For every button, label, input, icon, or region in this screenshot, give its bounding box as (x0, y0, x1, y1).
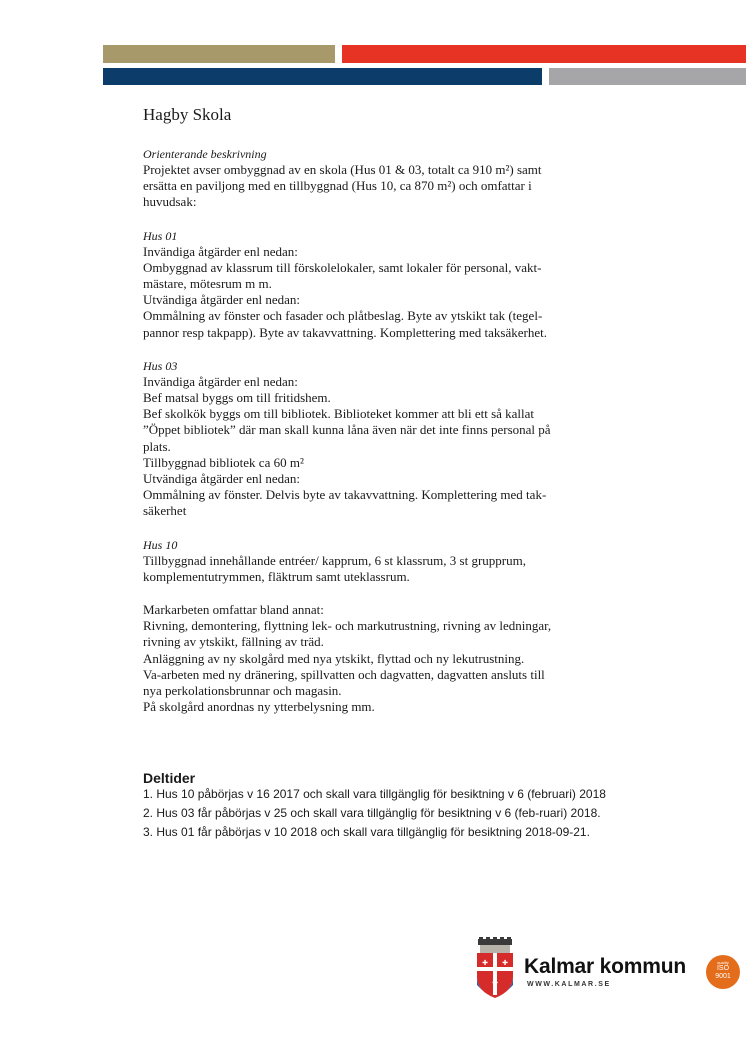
mark-line: rivning av ytskikt, fällning av träd. (143, 634, 324, 650)
deltider-item: 1. Hus 10 påbörjas v 16 2017 och skall vara tillgänglig för besiktning v 6 (februari) 2018 (143, 787, 606, 801)
intro-line: ersätta en paviljong med en tillbyggnad (Hus 10, ca 870 m²) och omfattar i (143, 178, 532, 194)
header-bar-grey (549, 68, 746, 85)
mark-line: Rivning, demontering, flyttning lek- och markutrustning, rivning av ledningar, (143, 618, 552, 634)
iso-9001-badge (706, 955, 740, 989)
deltider-item: 2. Hus 03 får påbörjas v 25 och skall vara tillgänglig för besiktning v 6 (feb-ruari) 2018. (143, 806, 601, 820)
deltider-heading: Deltider (143, 770, 196, 786)
hus03-line: Bef skolkök byggs om till bibliotek. Biblioteket kommer att bli ett så kallat (143, 406, 535, 422)
hus01-line: pannor resp takpapp). Byte av takavvattning. Komplettering med taksäkerhet. (143, 324, 547, 340)
document-body (143, 104, 613, 715)
header-bar-navy (103, 68, 542, 85)
hus01-heading: Hus 01 (143, 228, 178, 243)
deltider-section (143, 770, 613, 844)
kalmar-crest-icon (474, 937, 516, 999)
hus03-line: Invändiga åtgärder enl nedan: (143, 373, 298, 389)
page-title: Hagby Skola (143, 105, 232, 124)
mark-line: Va-arbeten med ny dränering, spillvatten och dagvatten, dagvatten ansluts till (143, 666, 545, 682)
orient-heading: Orienterande beskrivning (143, 147, 267, 161)
iso-label: ISO (716, 965, 730, 972)
hus03-line: Utvändiga åtgärder enl nedan: (143, 471, 301, 487)
hus03-line: Ommålning av fönster. Delvis byte av takavvattning. Komplettering med tak- (143, 487, 547, 503)
mark-line: Markarbeten omfattar bland annat: (143, 602, 324, 618)
svg-text:✚: ✚ (482, 959, 488, 967)
header-bar-olive (103, 45, 335, 63)
hus03-line: säkerhet (143, 503, 187, 519)
hus03-line: ”Öppet bibliotek” där man skall kunna låna även när det inte finns personal på (143, 422, 551, 438)
hus03-line: plats. (143, 438, 171, 454)
deltider-item: 3. Hus 01 får påbörjas v 10 2018 och skall vara tillgänglig för besiktning 2018-09-21. (143, 825, 590, 839)
mark-line: På skolgård anordnas ny ytterbelysning mm. (143, 699, 375, 715)
brand-name: Kalmar kommun (524, 955, 686, 978)
hus01-line: Ombyggnad av klassrum till förskolelokaler, samt lokaler för personal, vakt- (143, 259, 542, 275)
intro-line: huvudsak: (143, 194, 197, 210)
hus01-line: Invändiga åtgärder enl nedan: (143, 243, 298, 259)
hus01-line: mästare, mötesrum m m. (143, 276, 272, 292)
hus03-heading: Hus 03 (143, 358, 178, 373)
mark-line: Anläggning av ny skolgård med nya ytskikt, flyttad och ny lekutrustning. (143, 650, 525, 666)
hus01-line: Utvändiga åtgärder enl nedan: (143, 292, 301, 308)
iso-quality: quality (717, 960, 729, 965)
svg-text:✚: ✚ (492, 979, 498, 987)
iso-number: 9001 (715, 973, 731, 980)
hus10-line: komplementutrymmen, fläktrum samt uteklassrum. (143, 568, 410, 584)
header-bar-red (342, 45, 746, 63)
brand-url: WWW.KALMAR.SE (527, 981, 611, 988)
mark-line: nya perkolationsbrunnar och magasin. (143, 683, 342, 699)
hus01-line: Ommålning av fönster och fasader och plåtbeslag. Byte av ytskikt tak (tegel- (143, 308, 543, 324)
svg-text:✚: ✚ (502, 959, 508, 967)
hus10-line: Tillbyggnad innehållande entréer/ kapprum, 6 st klassrum, 3 st grupprum, (143, 552, 526, 568)
intro-line: Projektet avser ombyggnad av en skola (Hus 01 & 03, totalt ca 910 m²) samt (143, 162, 542, 177)
hus03-line: Tillbyggnad bibliotek ca 60 m² (143, 454, 304, 470)
hus10-heading: Hus 10 (143, 537, 178, 552)
hus03-line: Bef matsal byggs om till fritidshem. (143, 390, 331, 406)
